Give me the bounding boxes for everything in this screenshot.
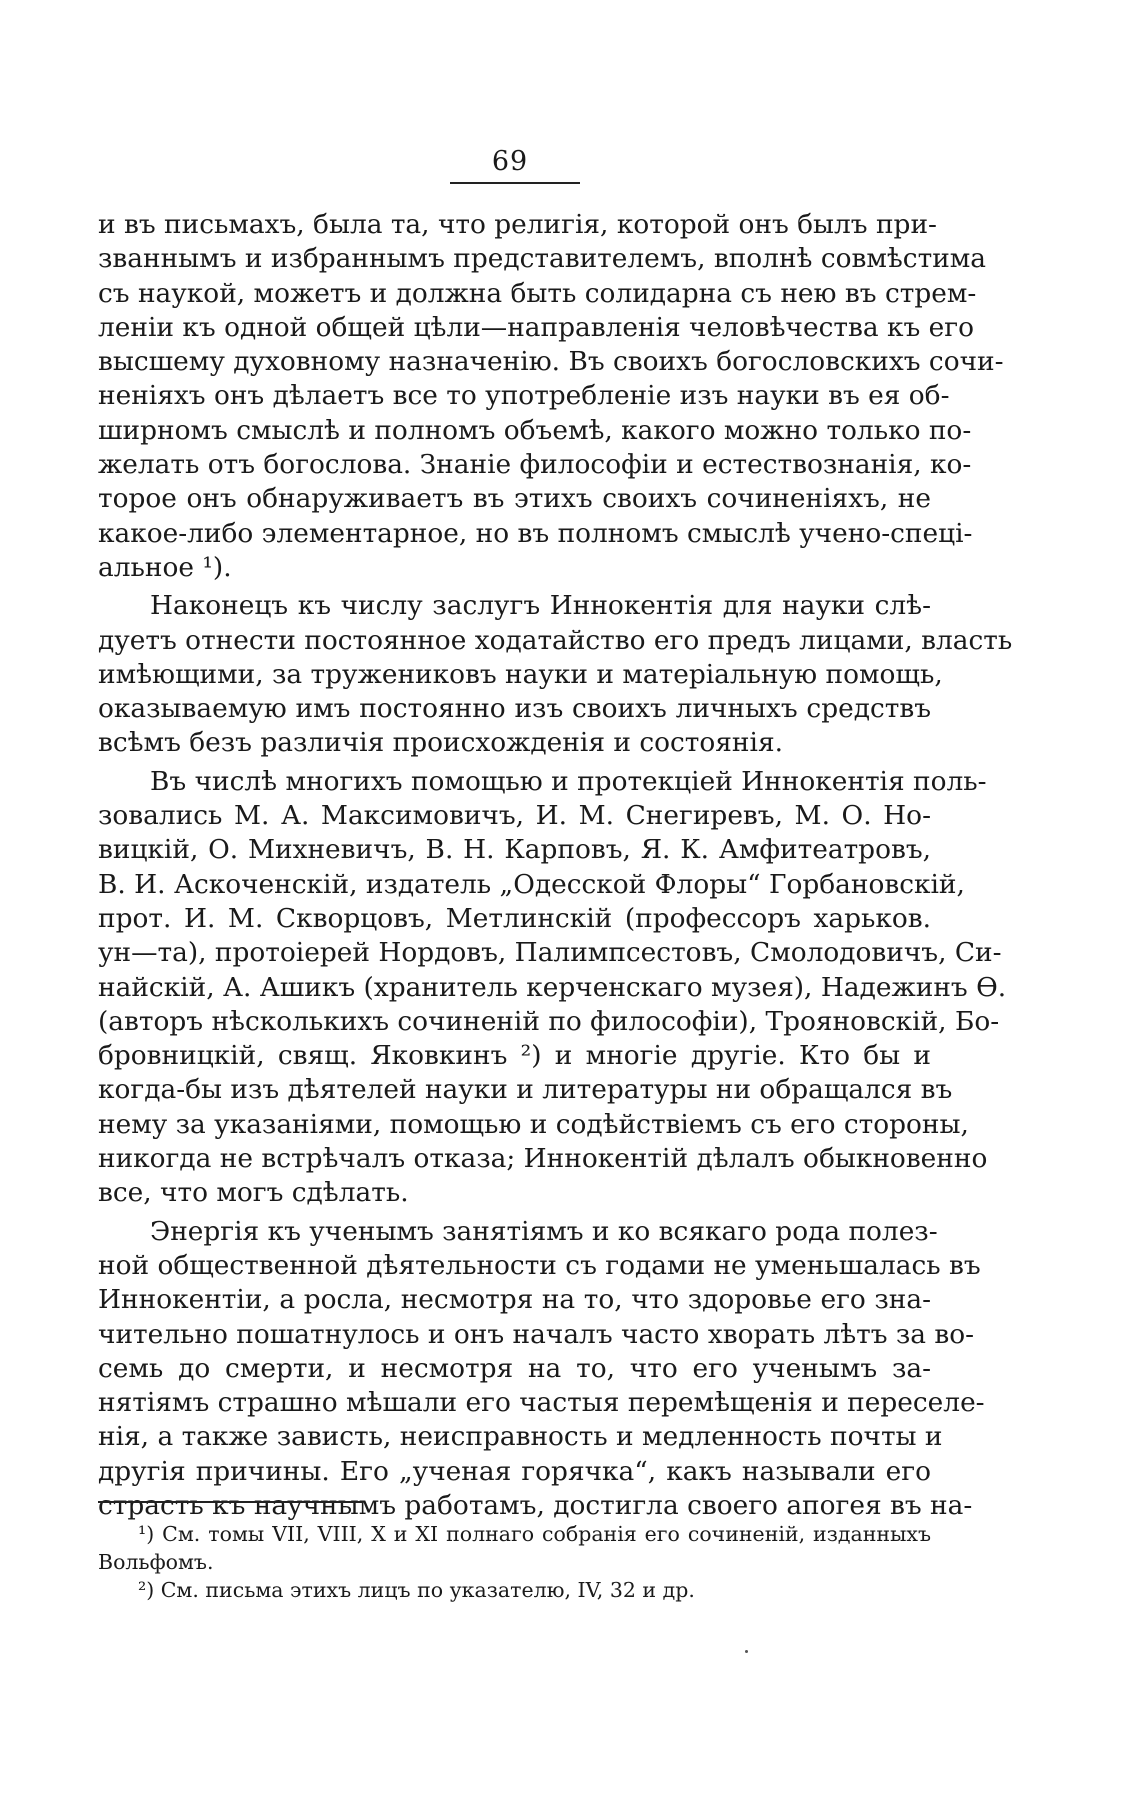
text-line: высшему духовному назначенію. Въ своихъ богословскихъ сочи- <box>98 346 1004 378</box>
footnote-2 <box>98 1576 931 1604</box>
text-line: (авторъ нѣсколькихъ сочиненій по философіи), Трояновскій, Бо- <box>98 1005 1000 1037</box>
text-line: семь до смерти, и несмотря на то, что его ученымъ за- <box>98 1352 931 1384</box>
paragraph <box>98 208 1004 585</box>
text-line: зовались М. А. Максимовичъ, И. М. Снегиревъ, М. О. Но- <box>98 800 931 832</box>
text-line: никогда не встрѣчалъ отказа; Иннокентій дѣлалъ обыкновенно <box>98 1143 988 1175</box>
paragraph <box>98 589 1013 760</box>
text-line: бровницкій, свящ. Яковкинъ ²) и многіе другіе. Кто бы и <box>98 1040 931 1072</box>
text-line: имѣющими, за тружениковъ науки и матеріальную помощь, <box>98 658 943 690</box>
text-line: леніи къ одной общей цѣли—направленія человѣчества къ его <box>98 311 974 343</box>
text-line: нятіямъ страшно мѣшали его частыя перемѣщенія и переселе- <box>98 1387 985 1419</box>
text-line: другія причины. Его „ученая горячка“, какъ называли его <box>98 1455 931 1487</box>
text-line: какое-либо элементарное, но въ полномъ смыслѣ учено-спеці- <box>98 517 973 549</box>
text-line: ун—та), протоіерей Нордовъ, Палимпсестовъ, Смолодовичъ, Си- <box>98 937 1002 969</box>
text-line: В. И. Аскоченскій, издатель „Одесской Флоры“ Горбановскій, <box>98 868 965 900</box>
text-line: ширномъ смыслѣ и полномъ объемѣ, какого можно только по- <box>98 414 972 446</box>
footnote-1 <box>98 1520 931 1576</box>
text-line: Въ числѣ многихъ помощью и протекціей Иннокентія поль- <box>150 765 987 797</box>
text-line: нему за указаніями, помощью и содѣйствіемъ съ его стороны, <box>98 1108 969 1140</box>
paragraph <box>98 1215 985 1524</box>
text-line: Наконецъ къ числу заслугъ Иннокентія для науки слѣ- <box>150 590 931 622</box>
text-line: все, что могъ сдѣлать. <box>98 1177 409 1209</box>
text-line: торое онъ обнаруживаетъ въ этихъ своихъ сочиненіяхъ, не <box>98 483 931 515</box>
footnote-line: Вольфомъ. <box>98 1550 214 1574</box>
text-line: всѣмъ безъ различія происхожденія и состоянія. <box>98 727 783 759</box>
text-line: вицкій, О. Михневичъ, В. Н. Карповъ, Я. К. Амфитеатровъ, <box>98 834 931 866</box>
text-line: званнымъ и избраннымъ представителемъ, вполнѣ совмѣстима <box>98 243 987 275</box>
stray-mark <box>745 1650 748 1653</box>
text-line: страсть къ научнымъ работамъ, достигла своего апогея въ на- <box>98 1489 973 1521</box>
text-line: Энергія къ ученымъ занятіямъ и ко всякаго рода полез- <box>150 1215 938 1247</box>
page-number: 69 <box>491 146 529 177</box>
text-line: нія, а также зависть, неисправность и медленность почты и <box>98 1421 943 1453</box>
paragraph <box>98 765 1007 1211</box>
text-line: прот. И. М. Скворцовъ, Метлинскій (профессоръ харьков. <box>98 902 931 934</box>
footnote-line: ²) См. письма этихъ лицъ по указателю, IV, 32 и др. <box>138 1578 695 1602</box>
text-line: дуетъ отнести постоянное ходатайство его предъ лицами, власть <box>98 624 1013 656</box>
main-text <box>98 208 1013 1523</box>
text-line: неніяхъ онъ дѣлаетъ все то употребленіе изъ науки въ ея об- <box>98 380 950 412</box>
text-line: и въ письмахъ, была та, что религія, которой онъ былъ при- <box>98 209 937 240</box>
footnote-line: ¹) См. томы VII, VIII, X и XI полнаго собранія его сочиненій, изданныхъ <box>138 1522 931 1546</box>
text-line: ной общественной дѣятельности съ годами не уменьшалась въ <box>98 1249 981 1281</box>
text-line: Иннокентіи, а росла, несмотря на то, что здоровье его зна- <box>98 1284 931 1316</box>
footnote-separator <box>98 1501 363 1503</box>
text-line: желать отъ богослова. Знаніе философіи и естествознанія, ко- <box>98 449 972 481</box>
text-line: альное ¹). <box>98 551 232 583</box>
text-line: оказываемую имъ постоянно изъ своихъ личныхъ средствъ <box>98 693 931 725</box>
text-line: когда-бы изъ дѣятелей науки и литературы ни обращался въ <box>98 1074 953 1106</box>
footnotes <box>98 1520 931 1604</box>
text-line: чительно пошатнулось и онъ началъ часто хворать лѣтъ за во- <box>98 1318 975 1350</box>
page-number-rule <box>450 182 580 184</box>
text-line: съ наукой, можетъ и должна быть солидарна съ нею въ стрем- <box>98 277 977 309</box>
text-line: найскій, А. Ашикъ (хранитель керченскаго музея), Надежинъ Ѳ. <box>98 971 1007 1003</box>
